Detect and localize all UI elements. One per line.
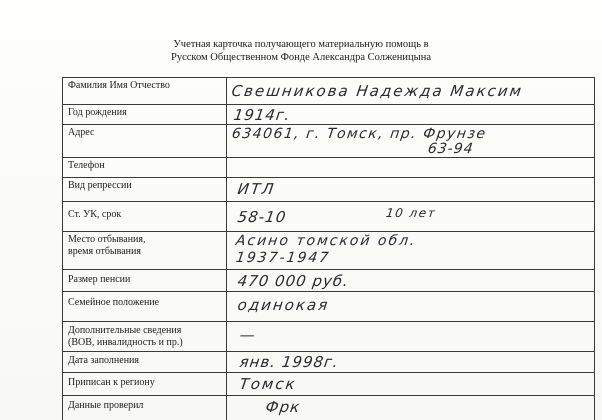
handwritten-full-name: Свешникова Надежда Максим [230,82,525,100]
value-pension [227,270,594,291]
handwritten-place: Асино томской обл. [234,233,418,249]
row-date-filled [63,352,594,373]
card-title-line-1: Учетная карточка получающего материальную помощь в [173,39,429,50]
label-region: Приписан к региону [63,373,227,395]
handwritten-family-status: одинокая [236,296,331,314]
label-full-name: Фамилия Имя Отчество [63,78,227,104]
value-place-time [227,232,594,269]
card-header [0,38,602,64]
row-birth-year [63,105,594,125]
card-title-line-2: Русском Общественном Фонде Александра Солженицына [171,52,431,63]
row-address [63,125,594,158]
row-verified-by [63,396,594,420]
row-place-time [63,232,594,270]
handwritten-birth-year: 1914г. [232,106,292,124]
value-date-filled [227,352,594,372]
value-phone [227,158,594,177]
row-family-status [63,292,594,322]
label-verified-by: Данные проверил [63,396,227,420]
handwritten-region: Томск [238,375,298,393]
row-region [63,373,594,396]
label-article-term: Ст. УК, срок [63,202,227,231]
value-full-name [227,78,594,104]
row-additional-info [63,322,594,352]
handwritten-additional-info: — [238,326,257,344]
label-additional-info [63,322,227,351]
label-additional-info-line-1: Дополнительные сведения [68,325,182,336]
label-place-time [63,232,227,269]
label-address: Адрес [63,125,227,157]
handwritten-signature: Фрк [264,398,302,416]
value-additional-info [227,322,594,351]
handwritten-address-apartment: 63-94 [426,141,475,157]
label-time: время отбывания [68,245,141,257]
label-additional-info-line-2: (ВОВ, инвалидность и пр.) [68,336,183,348]
value-verified-by [227,396,594,420]
row-phone [63,158,594,178]
label-date-filled: Дата заполнения [63,352,227,372]
handwritten-term: 10 лет [385,206,438,220]
value-birth-year [227,105,594,124]
value-address [227,125,594,157]
handwritten-address: 634061, г. Томск, пр. Фрунзе [230,126,488,142]
handwritten-pension: 470 000 руб. [236,272,351,290]
value-region [227,373,594,395]
label-pension: Размер пенсии [63,270,227,291]
label-phone: Телефон [63,158,227,177]
value-repression-type [227,178,594,201]
value-article-term [227,202,594,231]
handwritten-time: 1937-1947 [234,250,332,266]
handwritten-repression-type: ИТЛ [236,180,277,198]
row-pension [63,270,594,292]
row-article-term [63,202,594,232]
label-birth-year: Год рождения [63,105,227,124]
row-repression-type [63,178,594,202]
label-place: Место отбывания, [68,234,146,245]
handwritten-date-filled: янв. 1998г. [238,353,341,371]
value-family-status [227,292,594,321]
row-full-name [63,78,594,105]
registration-form-table [62,77,595,420]
handwritten-article: 58-10 [236,208,288,226]
label-family-status: Семейное положение [63,292,227,321]
label-repression-type: Вид репрессии [63,178,227,201]
